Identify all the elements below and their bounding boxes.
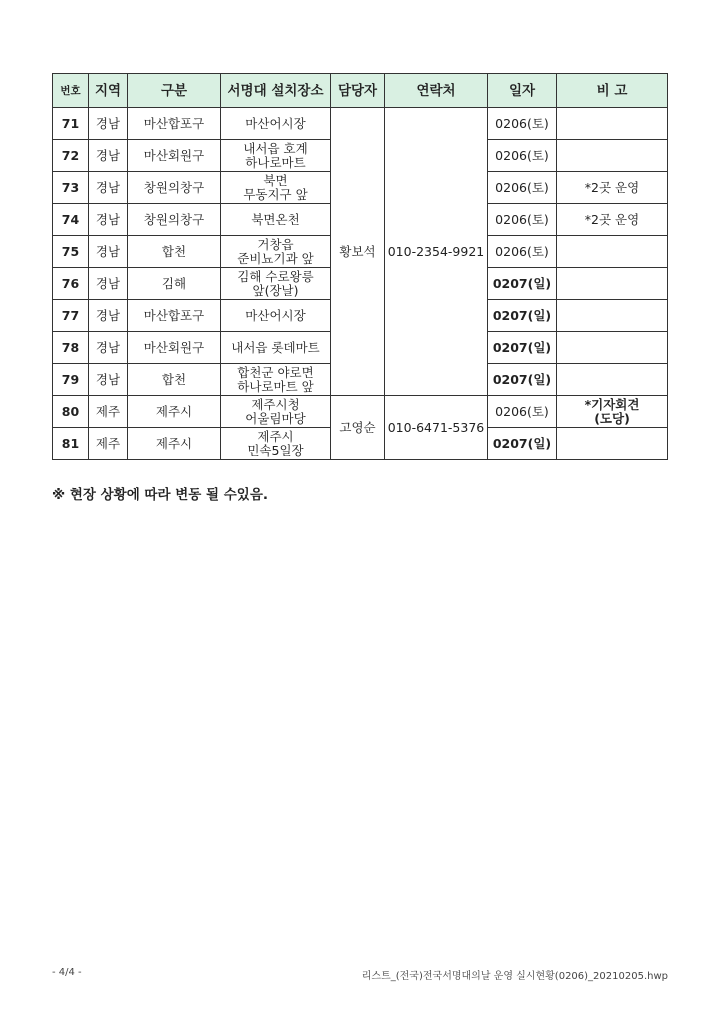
row-place	[221, 268, 331, 300]
header-region: 지역	[89, 74, 128, 108]
row-note	[557, 332, 668, 364]
header-division: 구분	[128, 74, 221, 108]
row-note	[557, 396, 668, 428]
row-division: 마산합포구	[128, 300, 221, 332]
row-manager: 황보석	[331, 108, 385, 396]
table-row	[53, 396, 668, 428]
row-place	[221, 300, 331, 332]
row-contact: 010-6471-5376	[385, 396, 488, 460]
row-region: 경남	[89, 300, 128, 332]
row-place	[221, 140, 331, 172]
place-line: 무동지구 앞	[243, 186, 308, 202]
header-row	[53, 74, 668, 108]
row-number: 79	[53, 364, 89, 396]
row-date: 0207(일)	[488, 268, 557, 300]
row-date: 0207(일)	[488, 300, 557, 332]
place-line: 거창읍	[257, 236, 294, 252]
place-line: 북면온천	[251, 211, 300, 227]
header-no: 번호	[53, 74, 89, 108]
place-line: 민속5일장	[247, 442, 304, 458]
row-place	[221, 396, 331, 428]
row-note	[557, 108, 668, 140]
header-manager: 담당자	[331, 74, 385, 108]
row-number: 73	[53, 172, 89, 204]
row-place	[221, 364, 331, 396]
row-division: 창원의창구	[128, 172, 221, 204]
row-place	[221, 172, 331, 204]
row-region: 경남	[89, 236, 128, 268]
row-number: 76	[53, 268, 89, 300]
row-region: 제주	[89, 396, 128, 428]
row-note	[557, 268, 668, 300]
row-date: 0207(일)	[488, 332, 557, 364]
note-line: (도당)	[594, 410, 630, 426]
row-region: 경남	[89, 364, 128, 396]
place-line: 하나로마트 앞	[237, 378, 314, 394]
row-place	[221, 428, 331, 460]
row-date: 0207(일)	[488, 364, 557, 396]
row-place	[221, 204, 331, 236]
row-region: 경남	[89, 268, 128, 300]
row-number: 80	[53, 396, 89, 428]
note-line: *2곳 운영	[584, 211, 640, 227]
row-division: 제주시	[128, 428, 221, 460]
header-date: 일자	[488, 74, 557, 108]
row-place	[221, 332, 331, 364]
row-manager: 고영순	[331, 396, 385, 460]
place-line: 내서읍 롯데마트	[231, 339, 320, 355]
place-line: 제주시청	[251, 396, 300, 412]
row-note	[557, 300, 668, 332]
row-division: 마산회원구	[128, 140, 221, 172]
row-division: 합천	[128, 236, 221, 268]
header-contact: 연락처	[385, 74, 488, 108]
row-number: 78	[53, 332, 89, 364]
row-place	[221, 108, 331, 140]
place-line: 어울림마당	[245, 410, 306, 426]
place-line: 마산어시장	[245, 115, 306, 131]
row-date: 0206(토)	[488, 236, 557, 268]
place-line: 북면	[263, 172, 288, 188]
row-region: 경남	[89, 108, 128, 140]
row-date: 0206(토)	[488, 204, 557, 236]
row-number: 71	[53, 108, 89, 140]
place-line: 김해 수로왕릉	[237, 268, 314, 284]
row-region: 경남	[89, 172, 128, 204]
row-number: 75	[53, 236, 89, 268]
row-note	[557, 172, 668, 204]
row-region: 제주	[89, 428, 128, 460]
remark-note: ※ 현장 상황에 따라 변동 될 수있음.	[52, 487, 268, 503]
place-line: 내서읍 호계	[243, 140, 308, 156]
row-number: 72	[53, 140, 89, 172]
row-region: 경남	[89, 204, 128, 236]
row-number: 77	[53, 300, 89, 332]
row-date: 0206(토)	[488, 140, 557, 172]
place-line: 앞(장날)	[252, 282, 299, 298]
row-date: 0206(토)	[488, 108, 557, 140]
row-division: 김해	[128, 268, 221, 300]
place-line: 준비뇨기과 앞	[237, 250, 314, 266]
place-line: 하나로마트	[245, 154, 306, 170]
row-note	[557, 236, 668, 268]
row-contact: 010-2354-9921	[385, 108, 488, 396]
place-line: 제주시	[257, 428, 294, 444]
row-note	[557, 204, 668, 236]
row-date: 0207(일)	[488, 428, 557, 460]
row-note	[557, 364, 668, 396]
place-line: 마산어시장	[245, 307, 306, 323]
page-number: - 4/4 -	[52, 967, 82, 978]
row-number: 81	[53, 428, 89, 460]
row-number: 74	[53, 204, 89, 236]
row-division: 제주시	[128, 396, 221, 428]
row-region: 경남	[89, 332, 128, 364]
file-name: 리스트_(전국)전국서명대의날 운영 실시현황(0206)_20210205.hwp	[361, 971, 668, 982]
header-place: 서명대 설치장소	[221, 74, 331, 108]
table-row	[53, 108, 668, 140]
row-date: 0206(토)	[488, 172, 557, 204]
schedule-table	[52, 73, 668, 460]
row-note	[557, 428, 668, 460]
note-line: *기자회견	[584, 396, 640, 412]
row-date: 0206(토)	[488, 396, 557, 428]
row-place	[221, 236, 331, 268]
row-note	[557, 140, 668, 172]
note-line: *2곳 운영	[584, 179, 640, 195]
row-division: 마산회원구	[128, 332, 221, 364]
header-note: 비 고	[557, 74, 668, 108]
place-line: 합천군 야로면	[237, 364, 314, 380]
row-division: 마산합포구	[128, 108, 221, 140]
table-body	[53, 108, 668, 460]
row-division: 창원의창구	[128, 204, 221, 236]
row-region: 경남	[89, 140, 128, 172]
row-division: 합천	[128, 364, 221, 396]
